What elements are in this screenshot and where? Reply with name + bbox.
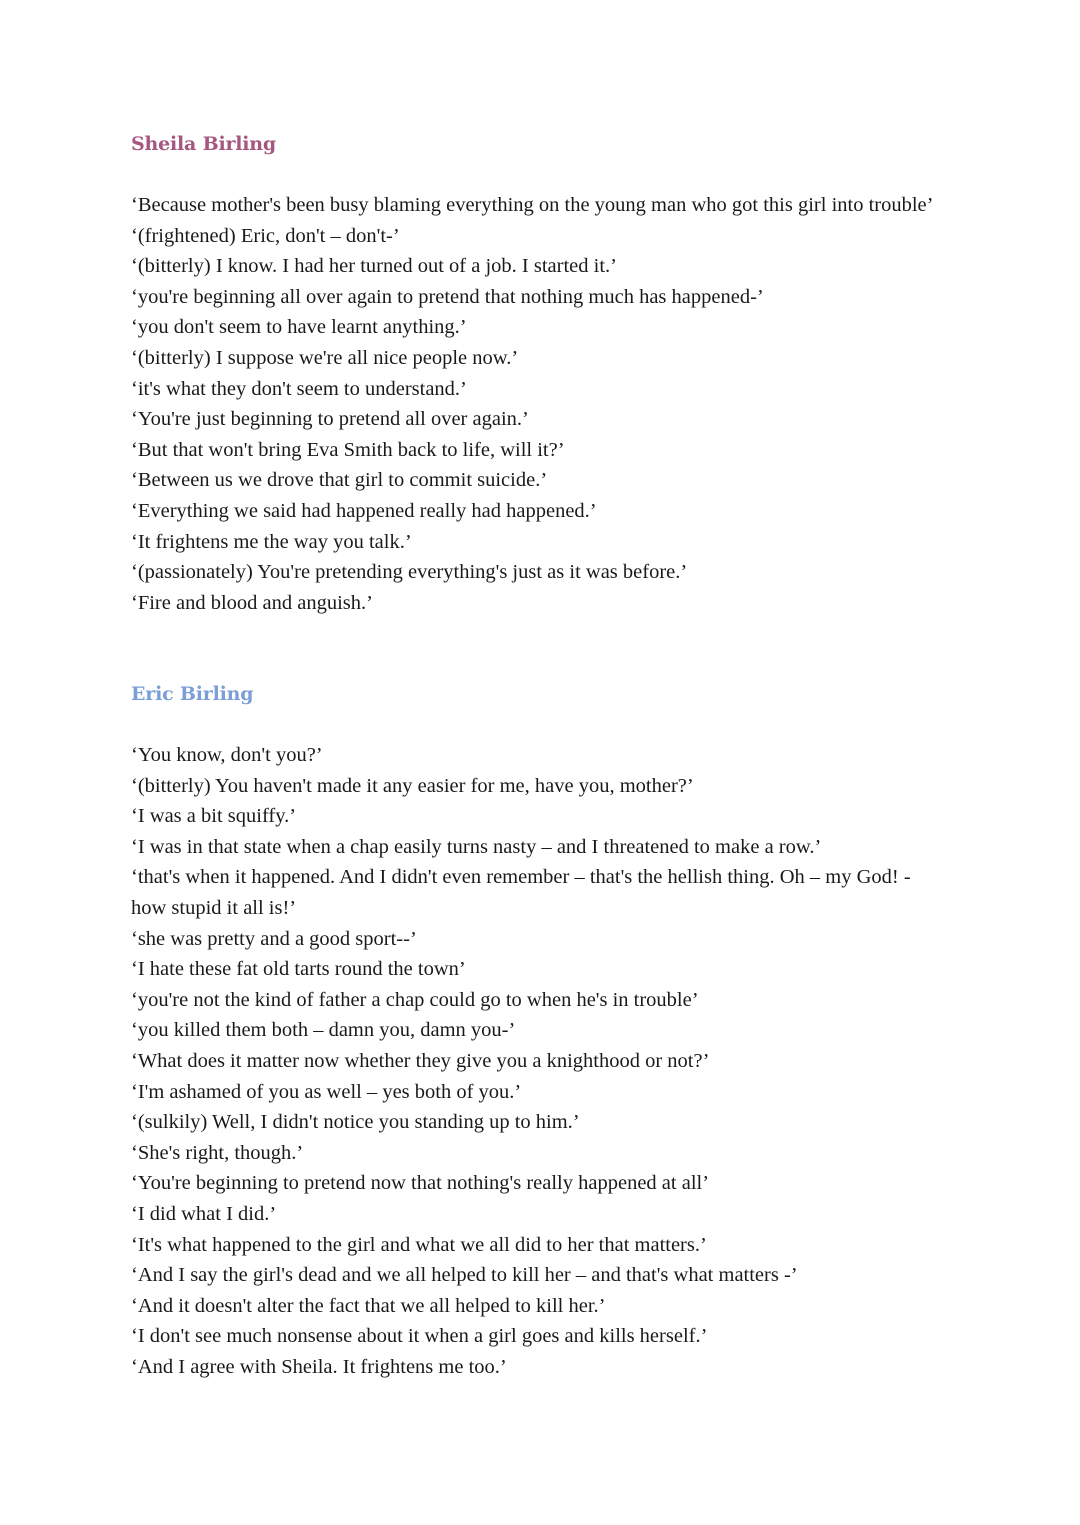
quote-line: ‘Between us we drove that girl to commit suicide.’ [131,469,548,492]
quote-line: ‘It frightens me the way you talk.’ [131,530,412,553]
quote-line: ‘(bitterly) I suppose we're all nice people now.’ [131,346,519,369]
quote-line: ‘it's what they don't seem to understand.’ [131,377,467,400]
quote-line: ‘You're just beginning to pretend all over again.’ [131,408,529,431]
eric-birling-heading: Eric Birling [131,683,254,705]
quote-line: ‘(sulkily) Well, I didn't notice you standing up to him.’ [131,1111,580,1134]
quote-line: ‘(passionately) You're pretending everything's just as it was before.’ [131,561,688,584]
quote-line: ‘you're not the kind of father a chap could go to when he's in trouble’ [131,988,699,1011]
quote-line: ‘(bitterly) You haven't made it any easier for me, have you, mother?’ [131,774,694,797]
quote-line: ‘(frightened) Eric, don't – don't-’ [131,224,400,247]
sheila-birling-heading: Sheila Birling [131,133,277,155]
quote-line: ‘What does it matter now whether they give you a knighthood or not?’ [131,1049,710,1072]
quote-line: ‘I don't see much nonsense about it when a girl goes and kills herself.’ [131,1325,708,1348]
quote-line: ‘But that won't bring Eva Smith back to life, will it?’ [131,438,565,461]
quote-line: ‘I'm ashamed of you as well – yes both of you.’ [131,1080,522,1103]
quote-line: ‘(bitterly) I know. I had her turned out of a job. I started it.’ [131,255,617,278]
quote-line: ‘I did what I did.’ [131,1202,277,1225]
quote-line: ‘You know, don't you?’ [131,744,323,766]
eric-birling-section [131,678,951,1382]
quote-line: ‘that's when it happened. And I didn't even remember – that's the hellish thing. Oh – my God! - how stupid it all is!’ [131,866,911,919]
quote-line: ‘And I agree with Sheila. It frightens me too.’ [131,1355,507,1378]
quote-line: ‘Fire and blood and anguish.’ [131,591,373,614]
quote-line: ‘you're beginning all over again to pretend that nothing much has happened-’ [131,285,764,308]
quote-line: ‘I hate these fat old tarts round the town’ [131,958,466,981]
quote-line: ‘she was pretty and a good sport--’ [131,927,417,950]
quote-line: ‘Because mother's been busy blaming everything on the young man who got this girl into trouble’ [131,194,934,216]
quote-line: ‘I was in that state when a chap easily turns nasty – and I threatened to make a row.’ [131,835,822,858]
eric-quote-list [131,740,951,1382]
quote-line: ‘you don't seem to have learnt anything.’ [131,316,467,339]
quote-line: ‘Everything we said had happened really had happened.’ [131,499,597,522]
quote-line: ‘you killed them both – damn you, damn you-’ [131,1019,516,1042]
quote-line: ‘It's what happened to the girl and what we all did to her that matters.’ [131,1233,707,1256]
quote-line: ‘And I say the girl's dead and we all helped to kill her – and that's what matters -’ [131,1264,798,1287]
quote-line: ‘You're beginning to pretend now that nothing's really happened at all’ [131,1172,710,1195]
quote-line: ‘I was a bit squiffy.’ [131,805,297,828]
quote-line: ‘And it doesn't alter the fact that we all helped to kill her.’ [131,1294,606,1317]
quote-line: ‘She's right, though.’ [131,1141,304,1164]
sheila-quote-list [131,190,951,618]
sheila-birling-section [131,128,951,618]
